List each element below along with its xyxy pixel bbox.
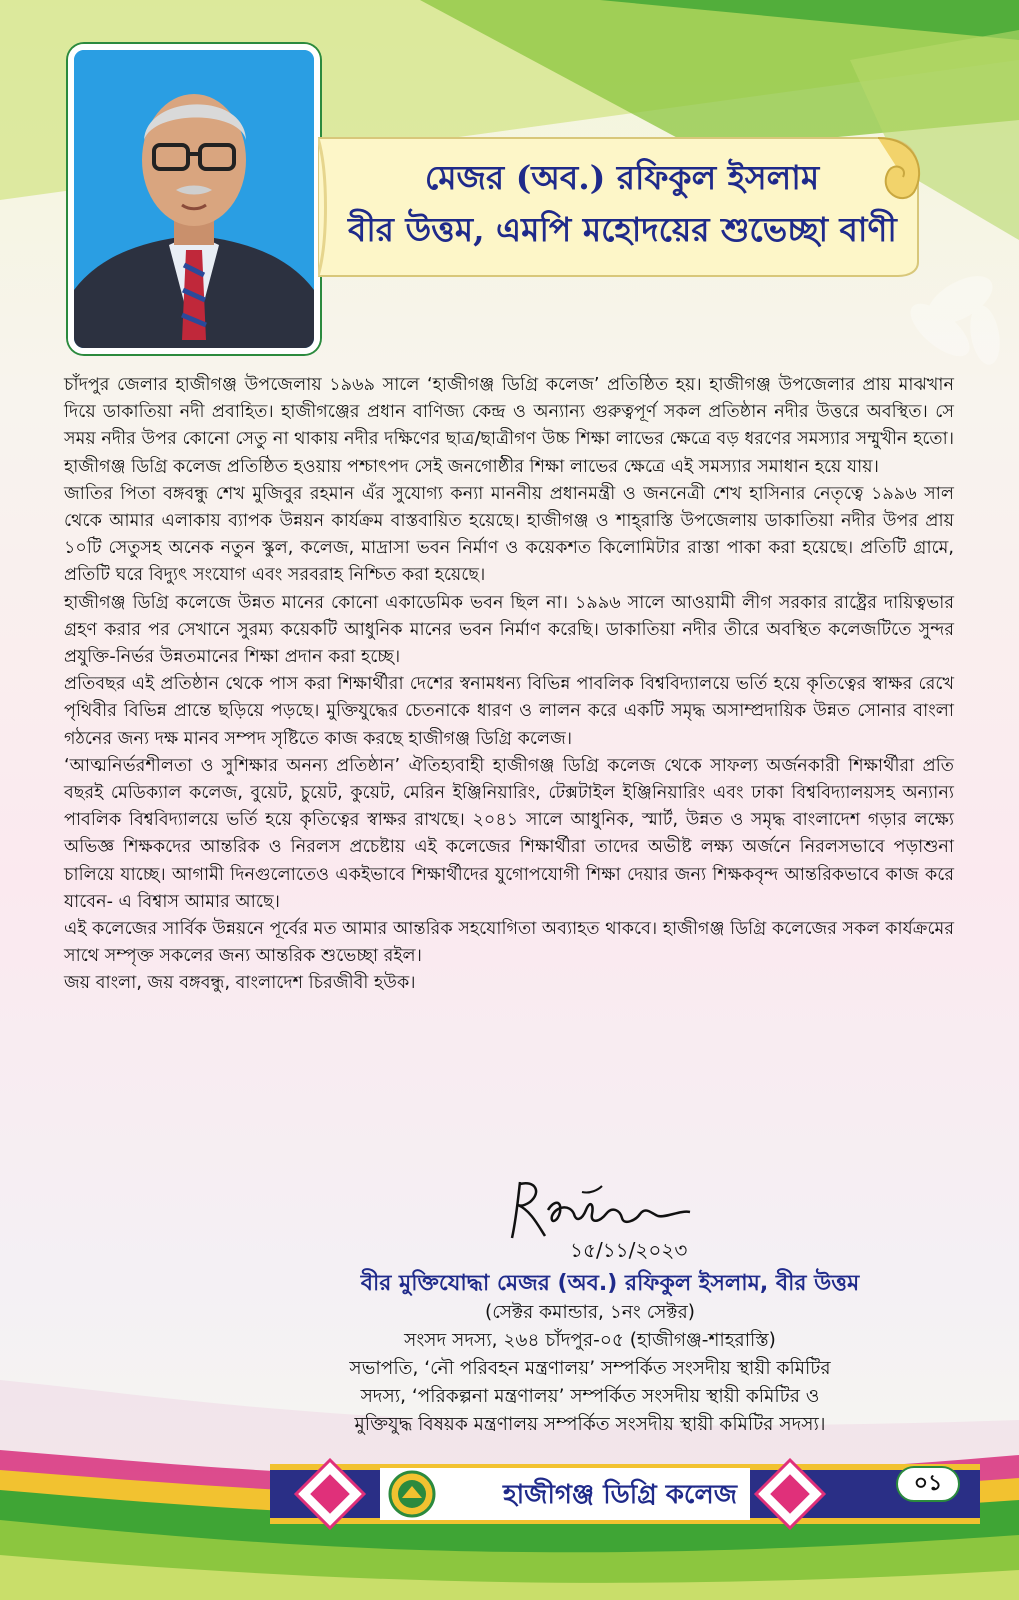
signer-name: বীর মুক্তিযোদ্ধা মেজর (অব.) রফিকুল ইসলাম, বীর উত্তম [360,1271,860,1296]
paragraph: হাজীগঞ্জ ডিগ্রি কলেজে উন্নত মানের কোনো একাডেমিক ভবন ছিল না। ১৯৯৬ সালে আওয়ামী লীগ সরকার রাষ্ট্রের দায়িত্বভার গ্রহণ করার পর সেখানে সুরম্য কয়েকটি আধুনিক মানের ভবন নির্মাণ করেছি। ডাকাতিয়া নদীর তীরে অবস্থিত কলেজটিতে সুন্দর প্রযুক্তি-নির্ভর উন্নতমানের শিক্ষা প্রদান করা হচ্ছে। [64,592,954,668]
paragraph: চাঁদপুর জেলার হাজীগঞ্জ উপজেলায় ১৯৬৯ সালে ‘হাজীগঞ্জ ডিগ্রি কলেজ’ প্রতিষ্ঠিত হয়। হাজীগঞ্জ উপজেলার প্রায় মাঝখান দিয়ে ডাকাতিয়া নদী প্রবাহিত। হাজীগঞ্জের প্রধান বাণিজ্য কেন্দ্র ও অন্যান্য গুরুত্বপূর্ণ সকল প্রতিষ্ঠান নদীর উত্তরে অবস্থিত। সে সময় নদীর উপর কোনো সেতু না থাকায় নদীর দক্ষিণের ছাত্র/ছাত্রীগণ উচ্চ শিক্ষা লাভের ক্ষেত্রে বড় ধরণের সমস্যার সম্মুখীন হতো। হাজীগঞ্জ ডিগ্রি কলেজ প্রতিষ্ঠিত হওয়ায় পশ্চাৎপদ সেই জনগোষ্ঠীর শিক্ষা লাভের ক্ষেত্রে এই সমস্যার সমাধান হয়ে যায়। [64,375,954,477]
signer-title-line: সংসদ সদস্য, ২৬৪ চাঁদপুর-০৫ (হাজীগঞ্জ-শাহরাস্তি) [404,1330,776,1351]
message-body [64,372,954,998]
paragraph: প্রতিবছর এই প্রতিষ্ঠান থেকে পাস করা শিক্ষার্থীরা দেশের স্বনামধন্য বিভিন্ন পাবলিক বিশ্ববিদ্যালয়ে ভর্তি হয়ে কৃতিত্বের স্বাক্ষর রেখে পৃথিবীর বিভিন্ন প্রান্তে ছড়িয়ে পড়ছে। মুক্তিযুদ্ধের চেতনাকে ধারণ ও লালন করে একটি সমৃদ্ধ অসাম্প্রদায়িক উন্নত সোনার বাংলা গঠনের জন্য দক্ষ মানব সম্পদ সৃষ্টিতে কাজ করছে হাজীগঞ্জ ডিগ্রি কলেজ। [64,674,954,749]
title-line-2: বীর উত্তম, এমপি মহোদয়ের শুভেচ্ছা বাণী [348,210,897,249]
title-line-1: মেজর (অব.) রফিকুল ইসলাম [424,158,820,197]
signer-title-line: মুক্তিযুদ্ধ বিষয়ক মন্ত্রণালয় সম্পর্কিত সংসদীয় স্থায়ী কমিটির সদস্য। [354,1414,826,1435]
paragraph: জাতির পিতা বঙ্গবন্ধু শেখ মুজিবুর রহমান এঁর সুযোগ্য কন্যা মাননীয় প্রধানমন্ত্রী ও জননেত্রী শেখ হাসিনার নেতৃত্বে ১৯৯৬ সাল থেকে আমার এলাকায় ব্যাপক উন্নয়ন কার্যক্রম বাস্তবায়িত হয়েছে। হাজীগঞ্জ ও শাহ্‌রাস্তি উপজেলায় ডাকাতিয়া নদীর উপর প্রায় ১০টি সেতুসহ অনেক নতুন স্কুল, কলেজ, মাদ্রাসা ভবন নির্মাণ ও কয়েকশত কিলোমিটার রাস্তা পাকা করা হয়েছে। প্রতিটি গ্রামে, প্রতিটি ঘরে বিদ্যুৎ সংযোগ এবং সরবরাহ নিশ্চিত করা হয়েছে। [64,483,954,586]
portrait-photo [68,44,320,354]
college-logo-icon [388,1470,436,1518]
signature-date: ১৫/১১/২০২৩ [570,1238,688,1262]
paragraph: ‘আত্মনির্ভরশীলতা ও সুশিক্ষার অনন্য প্রতিষ্ঠান’ ঐতিহ্যবাহী হাজীগঞ্জ ডিগ্রি কলেজ থেকে সাফল্য অর্জনকারী শিক্ষার্থীরা প্রতি বছরই মেডিক্যাল কলেজ, বুয়েট, চুয়েট, কুয়েট, মেরিন ইঞ্জিনিয়ারিং, টেক্সটাইল ইঞ্জিনিয়ারিং এবং ঢাকা বিশ্ববিদ্যালয়সহ অন্যান্য পাবলিক বিশ্ববিদ্যালয়ে ভর্তি হয়ে কৃতিত্বের স্বাক্ষর রাখছে। ২০৪১ সালে আধুনিক, স্মার্ট, উন্নত ও সমৃদ্ধ বাংলাদেশ গড়ার লক্ষ্যে অভিজ্ঞ শিক্ষকদের আন্তরিক ও নিরলস প্রচেষ্টায় এই কলেজের শিক্ষার্থীরা তাদের অভীষ্ট লক্ষ্য অর্জনে নিরলসভাবে পড়াশুনা চালিয়ে যাচ্ছে। আগামী দিনগুলোতেও একইভাবে শিক্ষার্থীদের যুগোপযোগী শিক্ষা দেয়ার জন্য শিক্ষকবৃন্দ আন্তরিকভাবে কাজ করে যাবেন- এ বিশ্বাস আমার আছে। [64,755,954,912]
signer-title-line: সভাপতি, ‘নৌ পরিবহন মন্ত্রণালয়’ সম্পর্কিত সংসদীয় স্থায়ী কমিটির [349,1358,831,1379]
person-portrait-icon [74,50,314,348]
paragraph: এই কলেজের সার্বিক উন্নয়নে পূর্বের মত আমার আন্তরিক সহযোগিতা অব্যাহত থাকবে। হাজীগঞ্জ ডিগ্রি কলেজের সকল কার্যক্রমের সাথে সম্পৃক্ত সকলের জন্য আন্তরিক শুভেচ্ছা রইল। [64,919,954,967]
signer-title-line: (সেক্টর কমান্ডার, ১নং সেক্টর) [485,1302,695,1323]
college-name: হাজীগঞ্জ ডিগ্রি কলেজ [502,1480,737,1510]
signer-title-line: সদস্য, ‘পরিকল্পনা মন্ত্রণালয়’ সম্পর্কিত সংসদীয় স্থায়ী কমিটির ও [360,1386,820,1407]
paragraph: জয় বাংলা, জয় বঙ্গবন্ধু, বাংলাদেশ চিরজীবী হউক। [64,973,416,994]
page-number: ০১ [896,1466,960,1502]
title-banner [318,132,926,282]
